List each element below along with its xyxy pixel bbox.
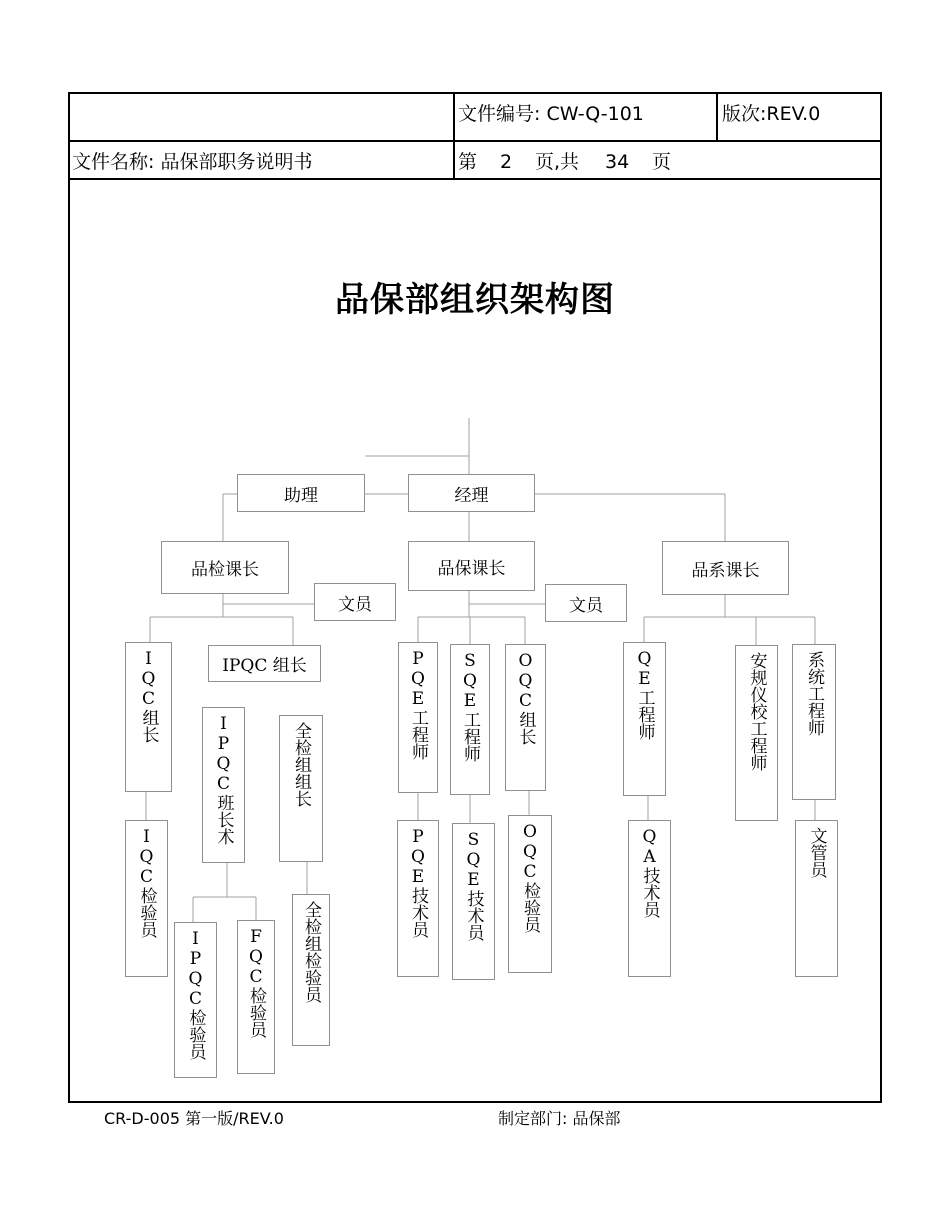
org-node-label: 安规仪校工程师 <box>746 652 767 771</box>
doc-name: 文件名称: 品保部职务说明书 <box>72 151 313 173</box>
org-node-sqe-engineer <box>450 644 490 795</box>
org-node-label: IQC检验员 <box>136 827 157 938</box>
page-label-2: 页,共 <box>535 151 580 173</box>
page-label-1: 第 <box>458 151 478 173</box>
org-node-label: SQE技术员 <box>463 830 484 941</box>
footer-form-number: CR-D-005 第一版/REV.0 <box>104 1109 284 1128</box>
org-node-ipqc-inspector <box>174 922 217 1078</box>
org-node-label: 全检组组长 <box>291 722 311 807</box>
org-node-label: 文管员 <box>806 827 827 878</box>
org-node-label: SQE工程师 <box>460 651 480 762</box>
footer-department: 制定部门: 品保部 <box>498 1109 621 1128</box>
org-node-iqc-leader <box>125 642 172 792</box>
org-node-label: FQC检验员 <box>246 927 266 1038</box>
org-node-clerk-1: 文员 <box>314 583 396 621</box>
org-node-doc-controller <box>795 820 838 977</box>
org-node-oqc-inspector <box>508 815 552 973</box>
org-node-label: 系统工程师 <box>804 651 824 736</box>
org-node-label: 全检组检验员 <box>301 901 321 1003</box>
org-node-inspection-chief: 品检课长 <box>161 541 289 594</box>
org-node-label: IPQC班长术 <box>213 714 234 845</box>
org-node-fqc-inspector <box>237 920 275 1074</box>
doc-number: 文件编号: CW-Q-101 <box>458 103 644 125</box>
org-node-label: QA技术员 <box>639 827 660 918</box>
org-node-ipqc-leader: IPQC 组长 <box>208 645 321 682</box>
org-node-system-chief: 品系课长 <box>662 541 789 595</box>
page-number: 2 <box>500 151 513 173</box>
org-node-calibration-engineer <box>735 645 778 821</box>
org-node-label: IPQC检验员 <box>185 929 206 1060</box>
org-node-manager: 经理 <box>408 474 535 512</box>
org-node-qa-chief: 品保课长 <box>408 541 535 591</box>
page-title: 品保部组织架构图 <box>335 280 615 320</box>
org-node-label: IQC组长 <box>138 649 159 743</box>
org-node-pqe-engineer <box>398 642 438 793</box>
page-total: 34 <box>605 151 630 173</box>
org-node-qa-tech <box>628 820 671 977</box>
org-node-pqe-tech <box>397 820 439 977</box>
doc-version: 版次:REV.0 <box>722 103 821 125</box>
org-node-qe-engineer <box>623 642 666 796</box>
org-node-full-check-leader <box>279 715 323 862</box>
org-node-label: PQE工程师 <box>408 649 428 760</box>
org-node-label: OQC检验员 <box>520 822 540 933</box>
org-node-sqe-tech <box>452 823 495 980</box>
org-node-full-check-inspector <box>292 894 330 1046</box>
page-label-3: 页 <box>652 151 672 173</box>
org-node-assistant: 助理 <box>237 474 365 512</box>
org-node-label: OQC组长 <box>515 651 536 745</box>
org-node-ipqc-shift-tech <box>202 707 245 863</box>
org-node-label: QE工程师 <box>634 649 655 740</box>
org-node-system-engineer <box>792 644 836 800</box>
org-node-oqc-leader <box>505 644 546 791</box>
org-node-clerk-2: 文员 <box>545 584 627 622</box>
org-node-label: PQE技术员 <box>408 827 428 938</box>
org-node-iqc-inspector <box>125 820 168 977</box>
